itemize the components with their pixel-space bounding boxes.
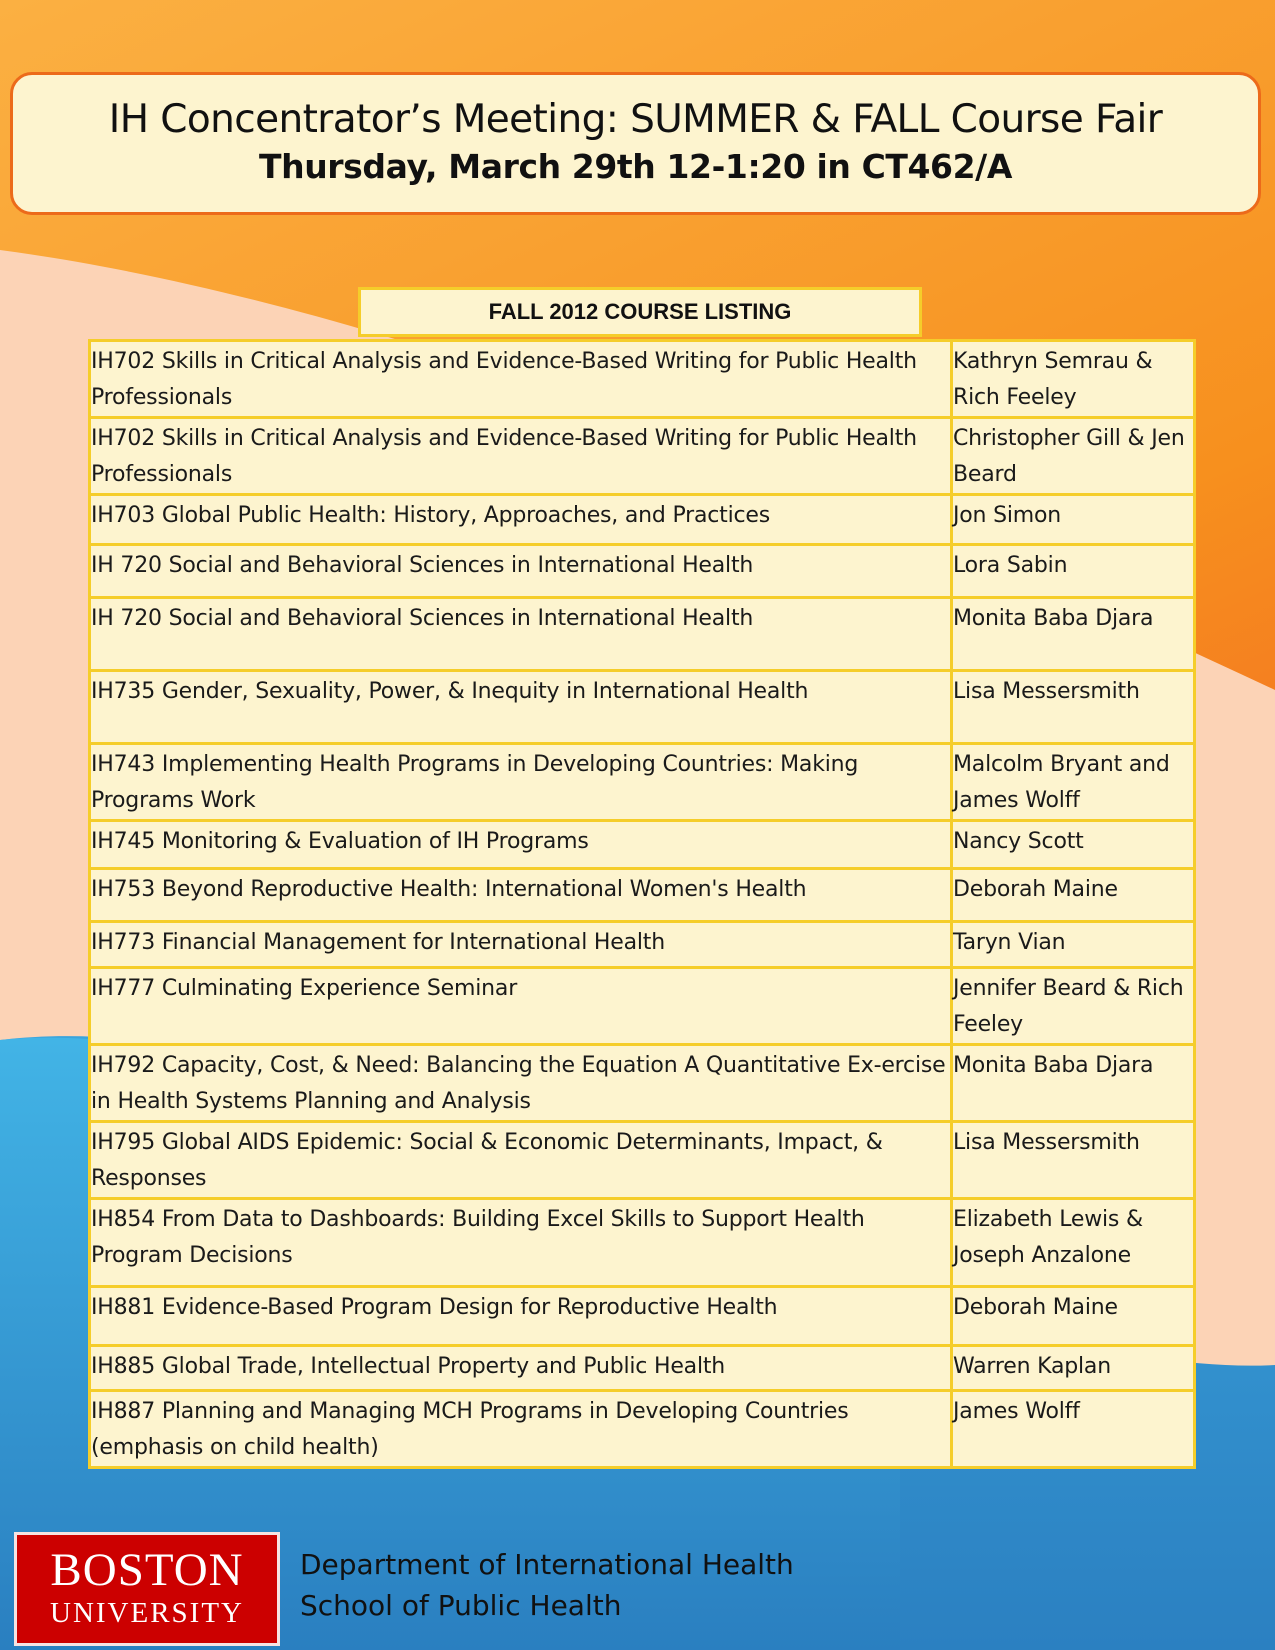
instructor-cell: Lisa Messersmith	[952, 671, 1195, 744]
instructor-cell: Jennifer Beard & Rich Feeley	[952, 968, 1195, 1045]
event-banner	[10, 72, 1261, 215]
instructor-cell: Deborah Maine	[952, 1287, 1195, 1346]
table-row	[90, 418, 1195, 495]
course-title-cell: IH 720 Social and Behavioral Sciences in International Health	[90, 598, 952, 671]
course-table-body	[90, 341, 1195, 1468]
course-table	[88, 339, 1196, 1469]
department-name: Department of International Health	[300, 1548, 794, 1581]
table-row	[90, 922, 1195, 968]
school-name: School of Public Health	[300, 1589, 622, 1622]
course-title-cell: IH745 Monitoring & Evaluation of IH Programs	[90, 821, 952, 869]
logo-wordmark-boston: BOSTON	[50, 1544, 244, 1596]
table-row	[90, 495, 1195, 545]
instructor-cell: Monita Baba Djara	[952, 1045, 1195, 1122]
instructor-cell: Warren Kaplan	[952, 1346, 1195, 1391]
table-row	[90, 821, 1195, 869]
table-row	[90, 1199, 1195, 1287]
instructor-cell: Monita Baba Djara	[952, 598, 1195, 671]
course-title-cell: IH735 Gender, Sexuality, Power, & Inequity in International Health	[90, 671, 952, 744]
instructor-cell: Nancy Scott	[952, 821, 1195, 869]
instructor-cell: Lora Sabin	[952, 545, 1195, 598]
instructor-cell: Kathryn Semrau & Rich Feeley	[952, 341, 1195, 418]
instructor-cell: Malcolm Bryant and James Wolff	[952, 744, 1195, 821]
table-row	[90, 1045, 1195, 1122]
course-title-cell: IH881 Evidence-Based Program Design for Reproductive Health	[90, 1287, 952, 1346]
course-title-cell: IH753 Beyond Reproductive Health: International Women's Health	[90, 869, 952, 922]
course-title-cell: IH 720 Social and Behavioral Sciences in International Health	[90, 545, 952, 598]
department-block	[300, 1544, 794, 1626]
instructor-cell: James Wolff	[952, 1391, 1195, 1468]
table-row	[90, 1122, 1195, 1199]
course-title-cell: IH743 Implementing Health Programs in Developing Countries: Making Programs Work	[90, 744, 952, 821]
instructor-cell: Lisa Messersmith	[952, 1122, 1195, 1199]
course-title-cell: IH854 From Data to Dashboards: Building Excel Skills to Support Health Program Decisions	[90, 1199, 952, 1287]
course-title-cell: IH795 Global AIDS Epidemic: Social & Economic Determinants, Impact, & Responses	[90, 1122, 952, 1199]
course-listing-heading: FALL 2012 COURSE LISTING	[358, 287, 922, 337]
logo-wordmark-university: UNIVERSITY	[50, 1597, 244, 1629]
course-title-cell: IH777 Culminating Experience Seminar	[90, 968, 952, 1045]
table-row	[90, 869, 1195, 922]
table-row	[90, 598, 1195, 671]
course-title-cell: IH702 Skills in Critical Analysis and Evidence-Based Writing for Public Health Professionals	[90, 341, 952, 418]
event-title: IH Concentrator’s Meeting: SUMMER & FALL Course Fair	[108, 97, 1163, 142]
table-row	[90, 1391, 1195, 1468]
table-row	[90, 545, 1195, 598]
table-row	[90, 341, 1195, 418]
event-date-location: Thursday, March 29th 12-1:20 in CT462/A	[259, 147, 1012, 186]
table-row	[90, 968, 1195, 1045]
instructor-cell: Christopher Gill & Jen Beard	[952, 418, 1195, 495]
instructor-cell: Elizabeth Lewis & Joseph Anzalone	[952, 1199, 1195, 1287]
table-row	[90, 744, 1195, 821]
course-title-cell: IH703 Global Public Health: History, Approaches, and Practices	[90, 495, 952, 545]
table-row	[90, 671, 1195, 744]
course-title-cell: IH702 Skills in Critical Analysis and Evidence-Based Writing for Public Health Professionals	[90, 418, 952, 495]
instructor-cell: Jon Simon	[952, 495, 1195, 545]
course-title-cell: IH885 Global Trade, Intellectual Property and Public Health	[90, 1346, 952, 1391]
course-title-cell: IH792 Capacity, Cost, & Need: Balancing the Equation A Quantitative Ex-ercise in Health Systems Planning and Analysis	[90, 1045, 952, 1122]
instructor-cell: Deborah Maine	[952, 869, 1195, 922]
instructor-cell: Taryn Vian	[952, 922, 1195, 968]
course-title-cell: IH887 Planning and Managing MCH Programs in Developing Countries (emphasis on child health)	[90, 1391, 952, 1468]
table-row	[90, 1346, 1195, 1391]
course-title-cell: IH773 Financial Management for International Health	[90, 922, 952, 968]
table-row	[90, 1287, 1195, 1346]
boston-university-logo	[14, 1532, 280, 1646]
